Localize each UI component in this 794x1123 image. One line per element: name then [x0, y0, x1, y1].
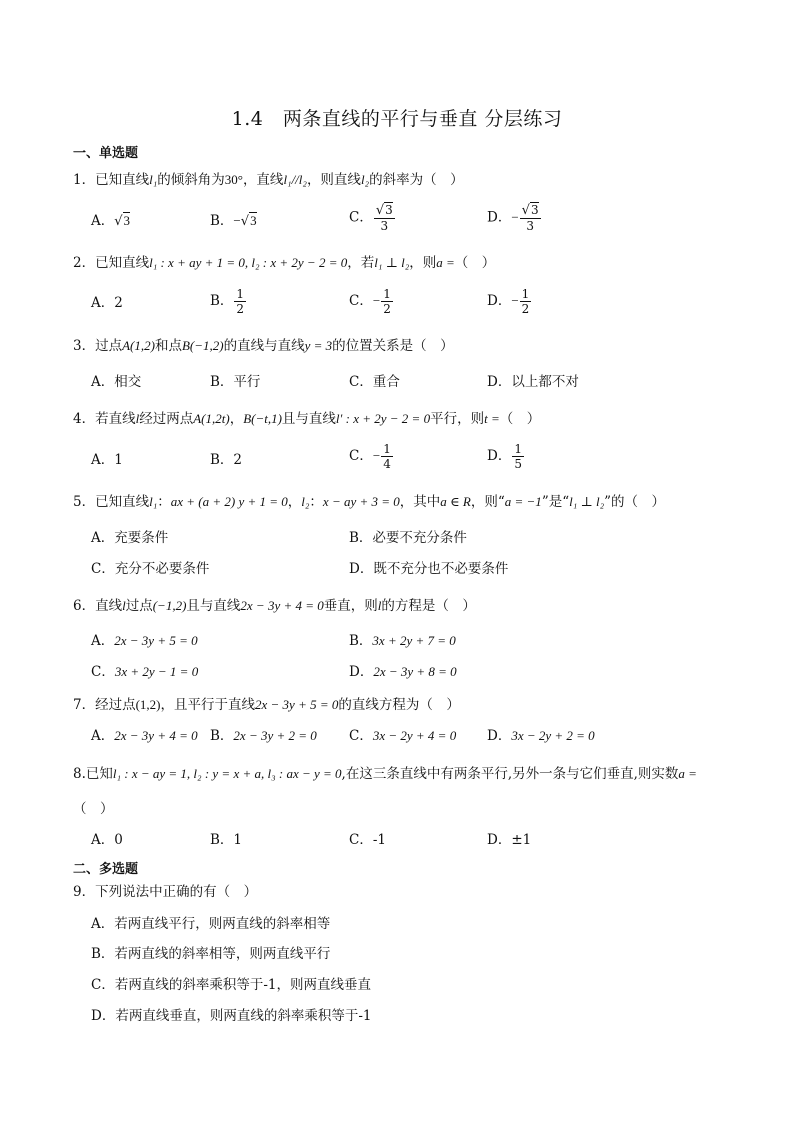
q9-option-d[interactable]: D．若两直线垂直，则两直线的斜率乘积等于-1 [91, 1008, 372, 1024]
section-multi-choice: 二、多选题 [73, 862, 139, 877]
q6-option-d[interactable]: D．2x − 3y + 8 = 0 [349, 664, 457, 680]
q9-option-b[interactable]: B．若两直线的斜率相等，则两直线平行 [91, 946, 331, 962]
q4-option-a[interactable]: A．1 [91, 452, 123, 468]
q1-option-a[interactable]: A．√3 [91, 213, 131, 229]
q2-option-c[interactable]: C．− $\frac{1}{2}$ [349, 287, 391, 316]
q7-option-b[interactable]: B．2x − 3y + 2 = 0 [210, 728, 317, 744]
question-8: 8.已知l₁ : x − ay = 1, l₂ : y = x + a, l₃ : ax − y = 0,在这三条直线中有两条平行,另外一条与它们垂直,则实数a = [73, 766, 697, 782]
q9-option-a[interactable]: A．若两直线平行，则两直线的斜率相等 [91, 916, 331, 932]
question-6: 6．直线l过点(−1,2)且与直线2x − 3y + 4 = 0垂直，则l的方程是（ ） [73, 598, 476, 614]
q6-option-a[interactable]: A．2x − 3y + 5 = 0 [91, 633, 198, 649]
q5-option-b[interactable]: B．必要不充分条件 [349, 530, 467, 546]
q8-option-d[interactable]: D．±1 [487, 832, 532, 848]
q2-option-a[interactable]: A．2 [91, 295, 123, 311]
q1-option-b[interactable]: B．−√3 [210, 213, 257, 229]
page-title: 1.4 两条直线的平行与垂直 分层练习 [231, 108, 563, 130]
q1-option-c[interactable]: C． $\frac{√3}{3}$ [349, 203, 393, 233]
section-single-choice: 一、单选题 [73, 146, 139, 161]
q8-option-b[interactable]: B．1 [210, 832, 243, 848]
question-9: 9．下列说法中正确的有（ ） [73, 884, 258, 900]
q2-option-b[interactable]: B． $\frac{1}{2}$ [210, 287, 245, 316]
q8-option-a[interactable]: A．0 [91, 832, 123, 848]
q1-option-d[interactable]: D．− $\frac{√3}{3}$ [487, 203, 539, 233]
question-2: 2．已知直线l₁ : x + ay + 1 = 0, l₂ : x + 2y − 2 = 0，若l₁ ⊥ l₂，则a =（ ） [73, 255, 496, 271]
q8-option-c[interactable]: C．-1 [349, 832, 386, 848]
q7-option-c[interactable]: C．3x − 2y + 4 = 0 [349, 728, 457, 744]
q2-option-d[interactable]: D．− $\frac{1}{2}$ [487, 287, 530, 316]
q3-option-d[interactable]: D．以上都不对 [487, 374, 579, 390]
q4-option-c[interactable]: C．− $\frac{1}{4}$ [349, 442, 391, 471]
question-7: 7．经过点(1,2)，且平行于直线2x − 3y + 5 = 0的直线方程为（ ） [73, 697, 460, 713]
q7-option-d[interactable]: D．3x − 2y + 2 = 0 [487, 728, 595, 744]
q3-option-b[interactable]: B．平行 [210, 374, 261, 390]
q6-option-b[interactable]: B．3x + 2y + 7 = 0 [349, 633, 456, 649]
q9-option-c[interactable]: C．若两直线的斜率乘积等于-1，则两直线垂直 [91, 977, 371, 993]
q3-option-a[interactable]: A．相交 [91, 374, 142, 390]
q7-option-a[interactable]: A．2x − 3y + 4 = 0 [91, 728, 198, 744]
question-5: 5．已知直线l₁：ax + (a + 2) y + 1 = 0，l₂：x − ay + 3 = 0，其中a ∈ R，则“a = −1”是“l₁ ⊥ l₂”的（ ） [73, 494, 666, 510]
q3-option-c[interactable]: C．重合 [349, 374, 400, 390]
q6-option-c[interactable]: C．3x + 2y − 1 = 0 [91, 664, 199, 680]
q5-option-d[interactable]: D．既不充分也不必要条件 [349, 561, 509, 577]
question-4: 4．若直线l经过两点A(1,2t)，B(−t,1)且与直线l′ : x + 2y − 2 = 0平行，则t =（ ） [73, 411, 541, 427]
q4-option-b[interactable]: B．2 [210, 452, 243, 468]
question-3: 3．过点A(1,2)和点B(−1,2)的直线与直线y = 3的位置关系是（ ） [73, 338, 454, 354]
question-8-paren: （ ） [73, 801, 114, 817]
q4-option-d[interactable]: D． $\frac{1}{5}$ [487, 442, 522, 471]
question-1: 1．已知直线l₁的倾斜角为30°，直线l₁//l₂，则直线l₂的斜率为（ ） [73, 172, 464, 188]
q5-option-a[interactable]: A．充要条件 [91, 530, 169, 546]
q5-option-c[interactable]: C．充分不必要条件 [91, 561, 210, 577]
